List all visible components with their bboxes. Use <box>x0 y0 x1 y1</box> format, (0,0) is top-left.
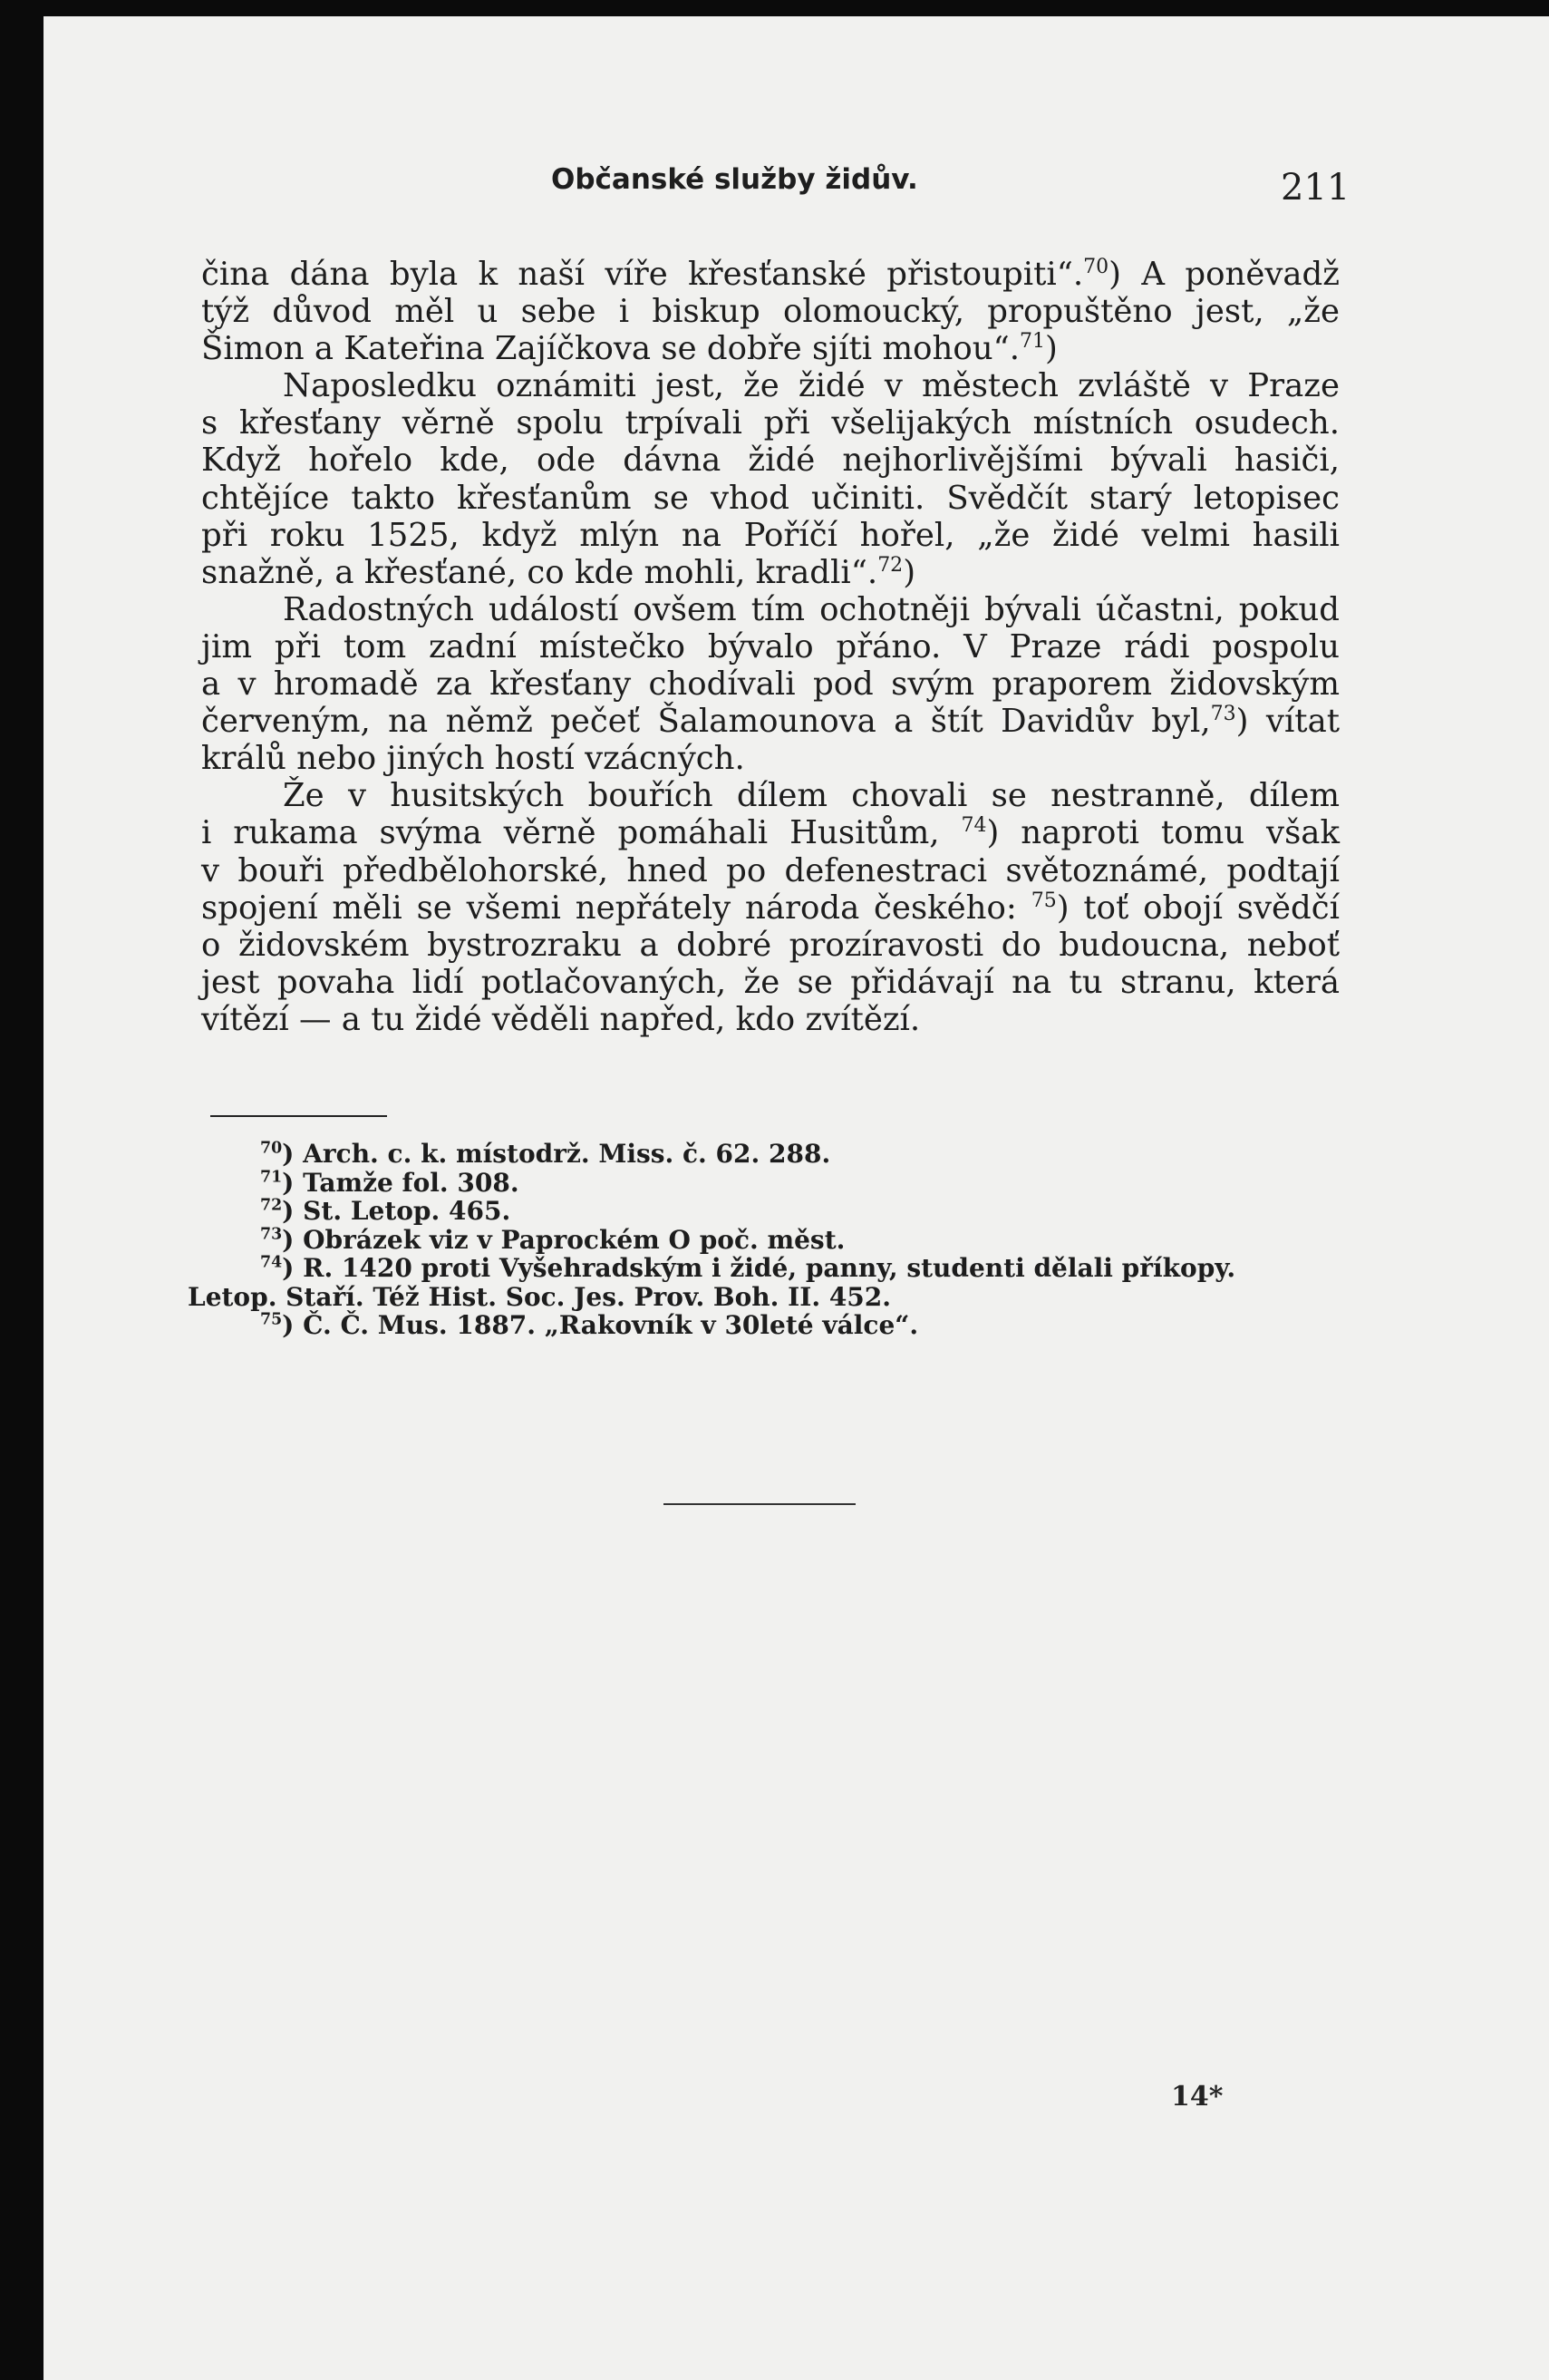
text-line: jest povaha lidí potlačovaných, že se přidávají na tu stranu, která <box>201 963 1340 1001</box>
text-line: i rukama svýma věrně pomáhali Husitům, $^{74}$) naproti tomu však <box>201 814 1340 852</box>
text-line: chtějíce takto křesťanům se vhod učiniti. Svědčít starý letopisec <box>201 479 1340 517</box>
text-line: v bouři předbělohorské, hned po defenestraci světoznámé, podtají <box>201 851 1340 889</box>
footnote-divider <box>210 1115 387 1117</box>
text-line: při roku 1525, když mlýn na Poříčí hořel, „že židé velmi hasili <box>201 516 1340 554</box>
text-line: vítězí — a tu židé věděli napřed, kdo zvítězí. <box>201 1000 921 1038</box>
text-line: červeným, na němž pečeť Šalamounova a štít Davidův byl,$^{73}$) vítat <box>201 703 1341 741</box>
text-line: Naposledku oznámiti jest, že židé v městech zvláště v Praze <box>283 367 1340 405</box>
text-line: a v hromadě za křesťany chodívali pod svým praporem židovským <box>201 665 1340 704</box>
text-line: králů nebo jiných hostí vzácných. <box>201 740 745 778</box>
text-line: o židovském bystrozraku a dobré prozíravosti do budoucna, neboť <box>201 926 1340 964</box>
text-line: s křesťany věrně spolu trpívali při všelijakých místních osudech. <box>201 404 1340 442</box>
signature-mark: 14* <box>1171 2081 1224 2113</box>
footnote: $^{70}$) Arch. c. k. místodrž. Miss. č. 62. 288. <box>260 1139 831 1169</box>
running-header: Občanské služby židův. <box>551 163 918 196</box>
footnote: $^{73}$) Obrázek viz v Paprockém O poč. měst. <box>260 1224 846 1255</box>
body-text <box>201 256 1340 1038</box>
text-line: spojení měli se všemi nepřátely národa českého: $^{75}$) toť obojí svědčí <box>201 889 1340 927</box>
footnote-continuation: Letop. Staří. Též Hist. Soc. Jes. Prov. Boh. II. 452. <box>188 1281 892 1312</box>
footnote: $^{74}$) R. 1420 proti Vyšehradským i židé, panny, studenti dělali příkopy. <box>260 1253 1236 1283</box>
page-number: 211 <box>1281 167 1351 209</box>
text-line: Když hořelo kde, ode dávna židé nejhorlivějšími bývali hasiči, <box>201 442 1340 480</box>
text-line: Radostných událostí ovšem tím ochotněji bývali účastni, pokud <box>283 590 1340 628</box>
footnote: $^{75}$) Č. Č. Mus. 1887. „Rakovník v 30leté válce“. <box>260 1310 919 1340</box>
text-line: čina dána byla k naší víře křesťanské přistoupiti“.$^{70}$) A poněvadž <box>201 256 1340 293</box>
text-line: Šimon a Kateřina Zajíčkova se dobře sjíti mohou“.$^{71}$) <box>201 330 1058 368</box>
footnote: $^{71}$) Tamže fol. 308. <box>260 1167 519 1198</box>
text-line: jim při tom zadní místečko bývalo přáno. V Praze rádi pospolu <box>201 627 1340 665</box>
text-line: snažně, a křesťané, co kde mohli, kradli“.$^{72}$) <box>201 553 916 591</box>
text-line: Že v husitských bouřích dílem chovali se nestranně, dílem <box>283 777 1340 815</box>
footnote: $^{72}$) St. Letop. 465. <box>260 1196 511 1226</box>
footnotes <box>188 1140 1339 1340</box>
text-line: týž důvod měl u sebe i biskup olomoucký, propuštěno jest, „že <box>201 293 1340 331</box>
closing-rule <box>663 1503 856 1505</box>
